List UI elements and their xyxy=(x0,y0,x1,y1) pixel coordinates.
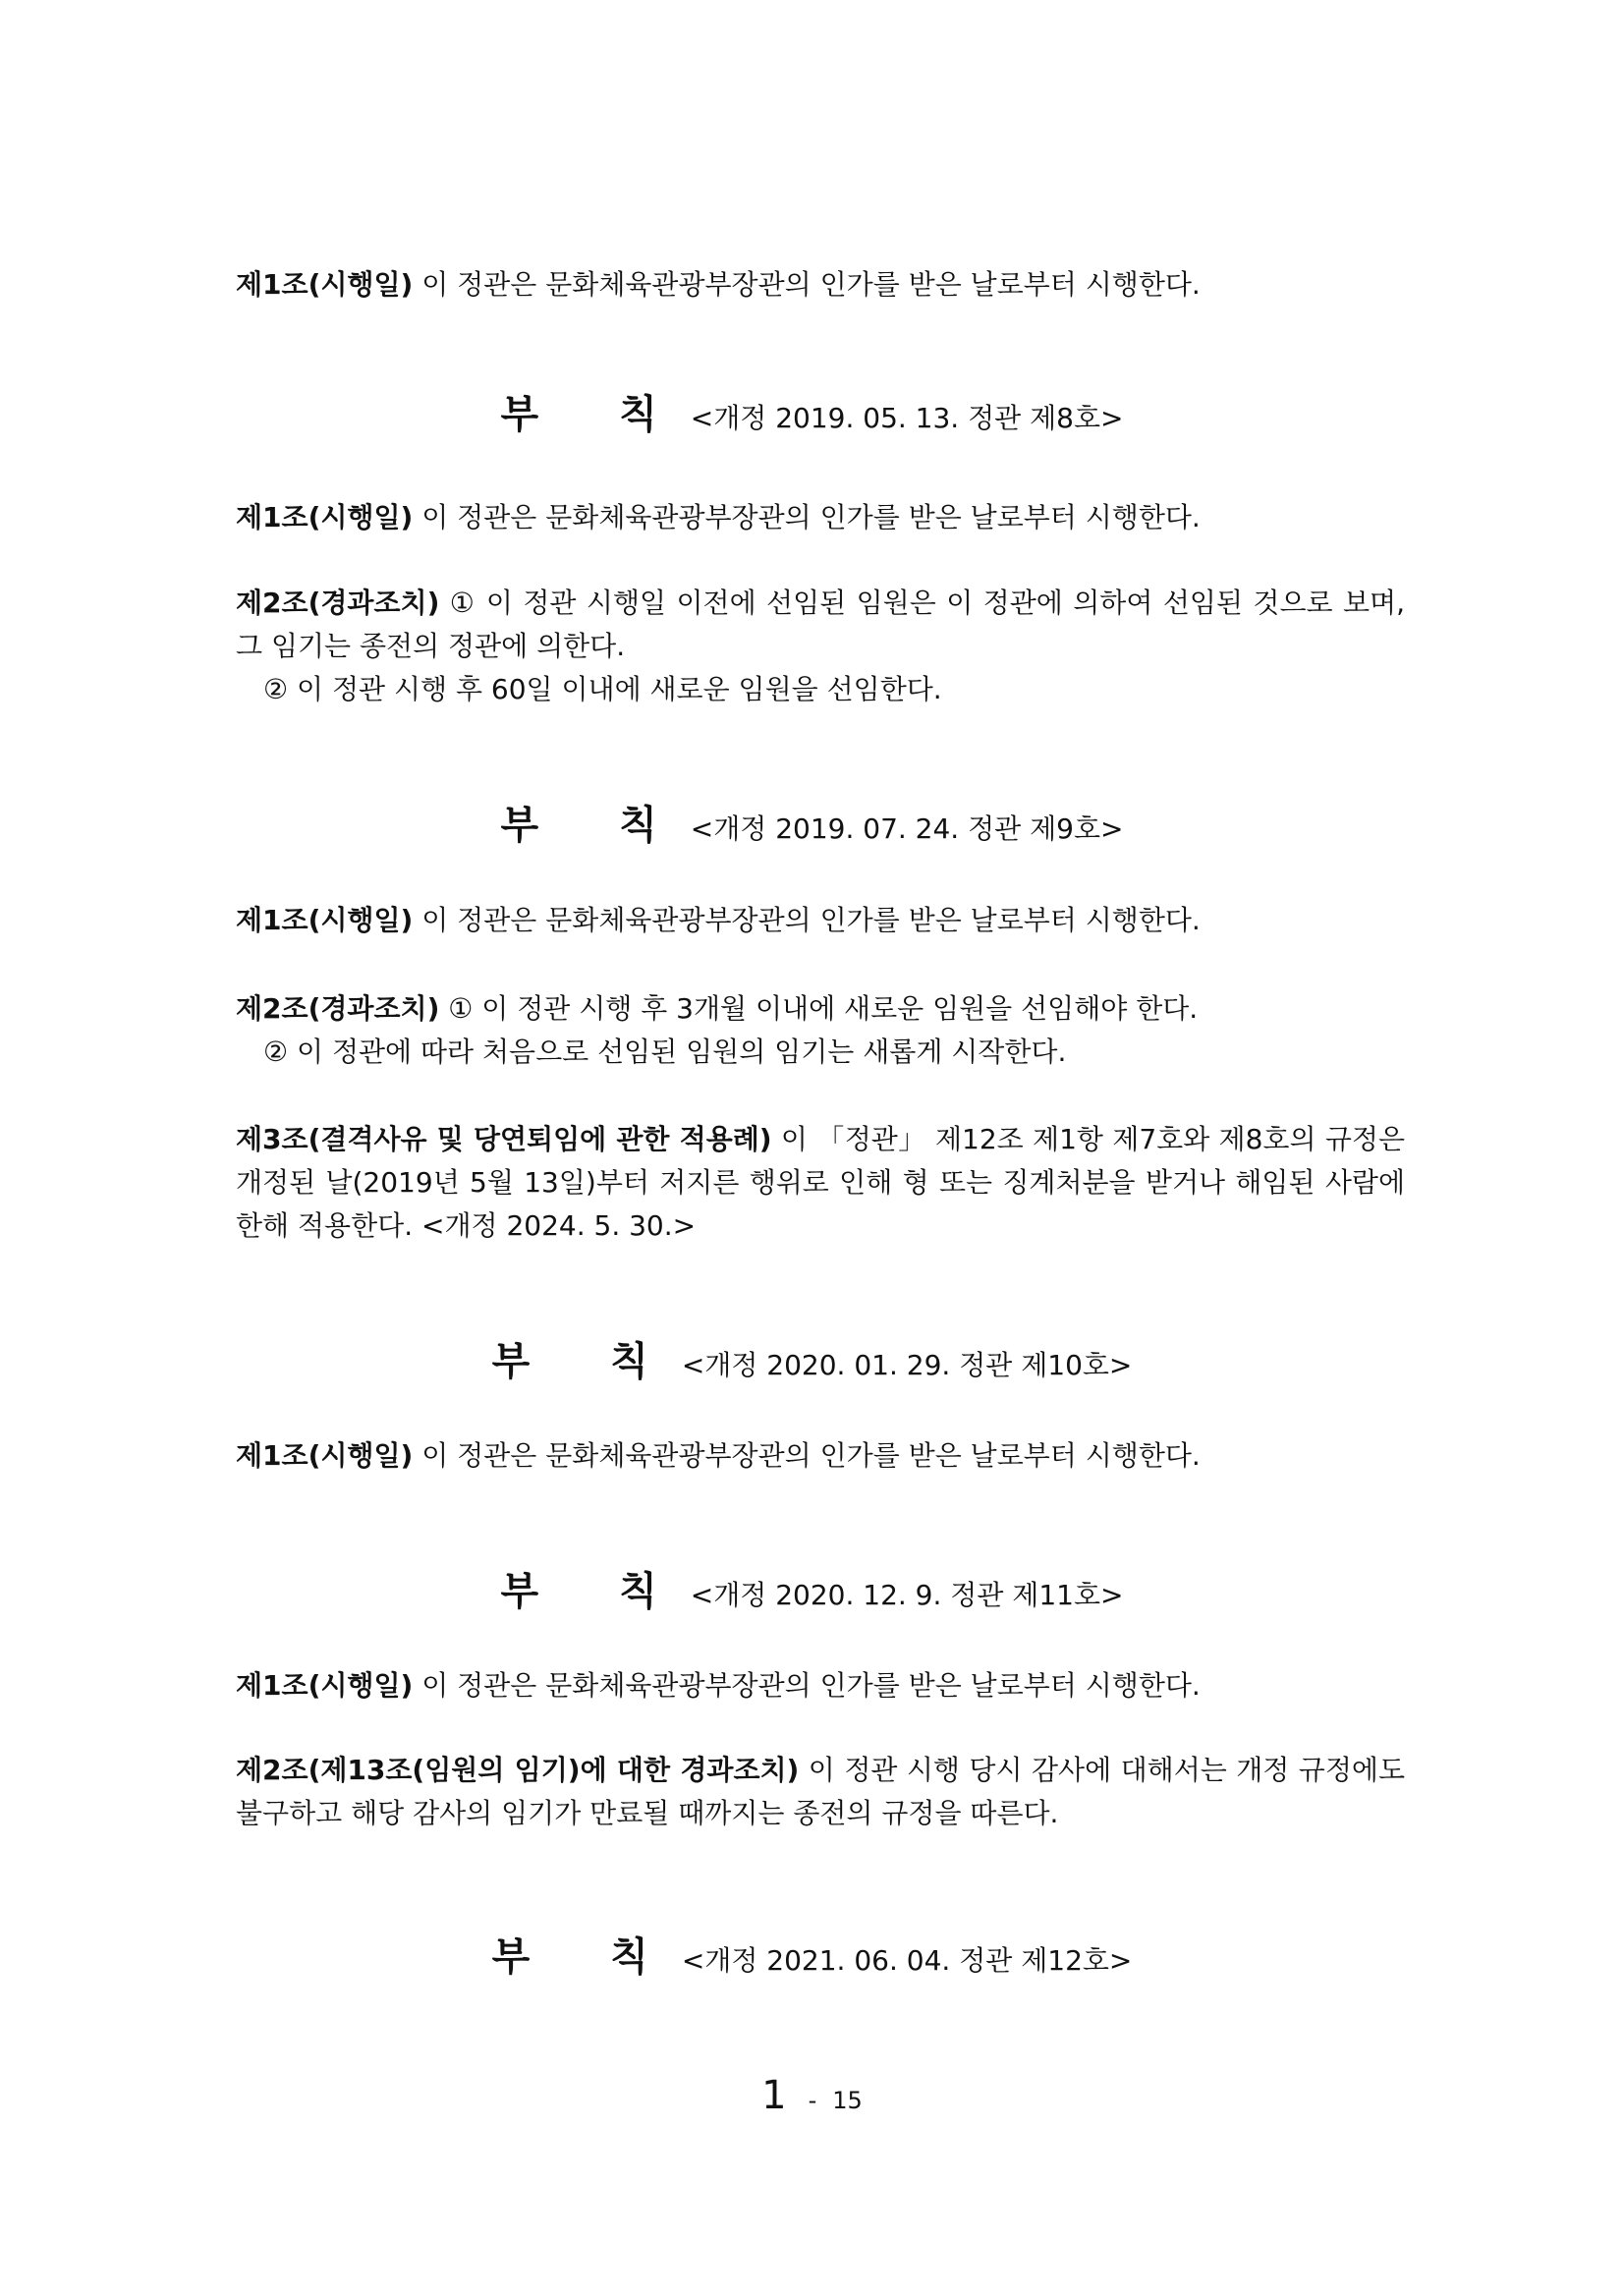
article-paragraph xyxy=(236,1434,1405,1478)
article-title: 제2조(경과조치) xyxy=(236,992,440,1025)
page-index: 15 xyxy=(832,2087,863,2114)
addenda-heading xyxy=(0,794,1624,850)
page-separator: - xyxy=(808,2087,817,2114)
article-title: 제1조(시행일) xyxy=(236,1669,414,1702)
amendment-note: <개정 2021. 06. 04. 정관 제12호> xyxy=(681,1944,1133,1977)
article-text: ① 이 정관 시행일 이전에 선임된 임원은 이 정관에 의하여 선임된 것으로 보며, 그 임기는 종전의 정관에 의한다. xyxy=(236,587,1405,662)
addenda-title: 부 칙 xyxy=(500,392,691,437)
article-text: 이 정관은 문화체육관광부장관의 인가를 받은 날로부터 시행한다. xyxy=(413,501,1201,533)
article-paragraph xyxy=(236,1664,1405,1708)
article-text: 이 「정관」 제12조 제1항 제7호와 제8호의 규정은 개정된 날(2019년 5월 13일)부터 저지른 행위로 인해 형 또는 징계처분을 받거나 해임된 사람에 한해 적용한다. <개정 2024. 5. 30.> xyxy=(236,1123,1405,1242)
addenda-heading xyxy=(0,383,1624,439)
addenda-heading xyxy=(0,1330,1624,1386)
page-number xyxy=(0,2073,1624,2118)
article-text: 이 정관 시행 당시 감사에 대해서는 개정 규정에도 불구하고 해당 감사의 임기가 만료될 때까지는 종전의 규정을 따른다. xyxy=(236,1754,1405,1829)
amendment-note: <개정 2020. 12. 9. 정관 제11호> xyxy=(690,1579,1124,1611)
article-text: ① 이 정관 시행 후 3개월 이내에 새로운 임원을 선임해야 한다. xyxy=(439,992,1199,1025)
amendment-note: <개정 2020. 01. 29. 정관 제10호> xyxy=(681,1349,1133,1381)
article-text: 이 정관은 문화체육관광부장관의 인가를 받은 날로부터 시행한다. xyxy=(413,1669,1201,1702)
article-paragraph xyxy=(236,899,1405,942)
amendment-note: <개정 2019. 05. 13. 정관 제8호> xyxy=(690,402,1124,434)
addenda-title: 부 칙 xyxy=(500,1569,691,1614)
addenda-title: 부 칙 xyxy=(491,1934,682,1980)
addenda-title: 부 칙 xyxy=(500,803,691,848)
article-title: 제1조(시행일) xyxy=(236,904,414,936)
article-paragraph xyxy=(236,987,1405,1074)
article-text: 이 정관은 문화체육관광부장관의 인가를 받은 날로부터 시행한다. xyxy=(413,268,1201,301)
article-paragraph xyxy=(236,1118,1405,1248)
addenda-title: 부 칙 xyxy=(491,1339,682,1384)
addenda-heading xyxy=(0,1560,1624,1616)
article-title: 제3조(결격사유 및 당연퇴임에 관한 적용례) xyxy=(236,1123,772,1155)
chapter-number: 1 xyxy=(761,2073,787,2118)
article-text: 이 정관은 문화체육관광부장관의 인가를 받은 날로부터 시행한다. xyxy=(413,904,1201,936)
article-paragraph xyxy=(236,263,1405,307)
article-title: 제1조(시행일) xyxy=(236,1439,414,1472)
article-title: 제1조(시행일) xyxy=(236,268,414,301)
article-continuation: ② 이 정관에 따라 처음으로 선임된 임원의 임기는 새롭게 시작한다. xyxy=(263,1036,1067,1068)
article-title: 제1조(시행일) xyxy=(236,501,414,533)
article-title: 제2조(제13조(임원의 임기)에 대한 경과조치) xyxy=(236,1754,800,1786)
article-title: 제2조(경과조치) xyxy=(236,587,440,619)
amendment-note: <개정 2019. 07. 24. 정관 제9호> xyxy=(690,812,1124,845)
article-continuation: ② 이 정관 시행 후 60일 이내에 새로운 임원을 선임한다. xyxy=(263,673,942,705)
addenda-heading xyxy=(0,1926,1624,1982)
article-text: 이 정관은 문화체육관광부장관의 인가를 받은 날로부터 시행한다. xyxy=(413,1439,1201,1472)
article-paragraph xyxy=(236,496,1405,539)
article-paragraph xyxy=(236,582,1405,711)
article-paragraph xyxy=(236,1749,1405,1835)
